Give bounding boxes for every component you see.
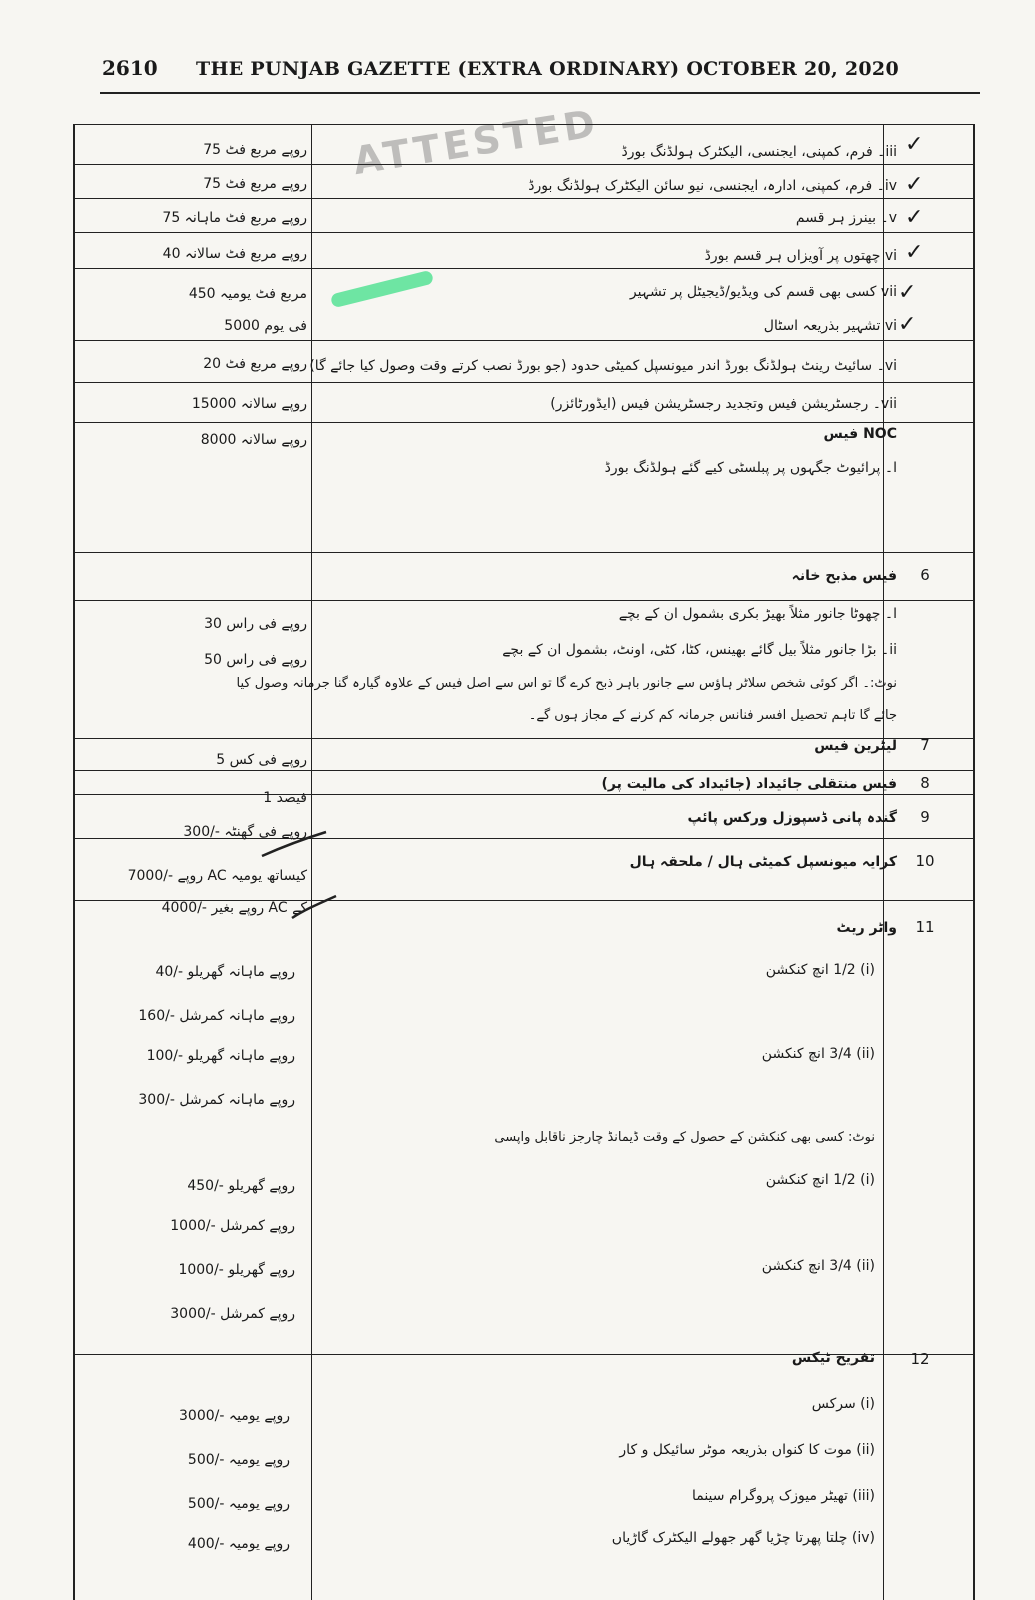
amount-cell: 20 روپے مربع فٹ	[203, 356, 307, 372]
check-mark-icon: ✓	[905, 172, 924, 197]
amount-cell: 300/- روپے فی گھنٹہ	[183, 824, 307, 840]
amount-cell: 40/- روپے ماہانہ گھریلو	[155, 964, 295, 980]
section-heading: تفریح ٹیکس	[791, 1350, 875, 1366]
row-line	[75, 164, 973, 165]
row-line	[75, 552, 973, 553]
amount-cell: 75 روپے مربع فٹ	[203, 142, 307, 158]
amount-cell: 50 روپے فی راس	[204, 652, 307, 668]
section-heading: گندہ پانی ڈسپوزل ورکس پائپ	[687, 810, 897, 826]
description-cell: (iv) چلتا پھرتا چڑیا گھر جھولے الیکٹرک گاڑیاں	[611, 1530, 875, 1546]
section-heading: واٹر ریٹ	[836, 920, 897, 936]
section-heading: فیس منتقلی جائیداد (جائیداد کی مالیت پر)	[601, 776, 897, 792]
row-line	[75, 232, 973, 233]
amount-cell: 30 روپے فی راس	[204, 616, 307, 632]
amount-cell: 1000/- روپے کمرشل	[170, 1218, 295, 1234]
amount-cell: 1 فیصد	[263, 790, 307, 806]
check-mark-icon: ✓	[898, 312, 917, 337]
check-mark-icon: ✓	[905, 205, 924, 230]
amount-cell: 300/- روپے ماہانہ کمرشل	[138, 1092, 295, 1108]
amount-cell: 40 روپے مربع فٹ سالانہ	[162, 246, 307, 262]
description-cell: (i) 1/2 انچ کنکشن	[765, 962, 875, 978]
item-number: 9	[920, 808, 930, 826]
amount-cell: 100/- روپے ماہانہ گھریلو	[146, 1048, 295, 1064]
row-line	[75, 198, 973, 199]
amount-cell: 7000/- روپے AC کیساتھ یومیہ	[127, 868, 307, 884]
amount-cell: 4000/- روپے بغیر AC کے	[161, 900, 307, 916]
amount-cell: 3000/- روپے یومیہ	[179, 1408, 290, 1424]
amount-cell: 1000/- روپے گھریلو	[178, 1262, 295, 1278]
page-header	[100, 52, 980, 94]
amount-cell: 500/- روپے یومیہ	[187, 1452, 290, 1468]
amount-cell: 3000/- روپے کمرشل	[170, 1306, 295, 1322]
description-cell: ii۔ بڑا جانور مثلاً بیل گائے بھینس، کٹا، کٹی، اونٹ، بشمول ان کے بچے	[502, 642, 897, 658]
section-heading: لیٹرین فیس	[814, 738, 897, 754]
check-mark-icon: ✓	[898, 280, 917, 305]
item-number: 7	[920, 736, 930, 754]
description-cell: vii۔ رجسٹریشن فیس وتجدید رجسٹریشن فیس (ایڈورٹائزر)	[550, 396, 897, 412]
section-heading: فیس مذبح خانہ	[791, 568, 897, 584]
description-cell: vi۔ سائیٹ رینٹ ہولڈنگ بورڈ اندر میونسپل کمیٹی حدود (جو بورڈ نصب کرتے وقت وصول کیا جائے گا)	[309, 358, 897, 374]
page-number: 2610	[102, 56, 158, 80]
row-line	[75, 422, 973, 423]
item-number: 6	[920, 566, 930, 584]
description-cell: vi تشہیر بذریعہ اسٹال	[763, 318, 897, 334]
note-text: جائے گا تاہم تحصیل افسر فنانس جرمانہ کم کرنے کے مجاز ہوں گے۔	[528, 708, 897, 723]
row-line	[75, 382, 973, 383]
description-cell: NOC فیس	[823, 426, 897, 442]
amount-cell: 75 روپے مربع فٹ	[203, 176, 307, 192]
amount-cell: 15000 روپے سالانہ	[191, 396, 307, 412]
description-cell: (ii) موت کا کنواں بذریعہ موٹر سائیکل و کار	[619, 1442, 875, 1458]
description-cell: (ii) 3/4 انچ کنکشن	[761, 1258, 875, 1274]
description-cell: ا۔ پرائیوٹ جگہوں پر پبلسٹی کیے گئے ہولڈنگ بورڈ	[604, 460, 897, 476]
note-text: نوٹ:۔ اگر کوئی شخص سلاٹر ہاؤس سے جانور باہر ذبح کرے گا تو اس سے اصل فیس کے علاوہ گیارہ گنا جرمانہ وصول کیا	[236, 676, 897, 691]
description-cell: (i) 1/2 انچ کنکشن	[765, 1172, 875, 1188]
amount-cell: 5000 فی یوم	[224, 318, 307, 334]
row-line	[75, 600, 973, 601]
section-heading: کرایہ میونسپل کمیٹی ہال / ملحقہ ہال	[629, 854, 897, 870]
check-mark-icon: ✓	[905, 132, 924, 157]
amount-cell: 75 روپے مربع فٹ ماہانہ	[162, 210, 307, 226]
description-cell: iv۔ فرم، کمپنی، ادارہ، ایجنسی، نیو سائن الیکٹرک ہولڈنگ بورڈ	[528, 178, 897, 194]
row-line	[75, 340, 973, 341]
row-line	[75, 124, 973, 125]
pen-stroke-mark	[260, 826, 330, 866]
description-cell: (iii) تھیٹر میوزک پروگرام سینما	[691, 1488, 875, 1504]
amount-cell: 450/- روپے گھریلو	[187, 1178, 295, 1194]
row-line	[75, 770, 973, 771]
gazette-title: THE PUNJAB GAZETTE (EXTRA ORDINARY) OCTOBER 20, 2020	[196, 58, 899, 80]
check-mark-icon: ✓	[905, 240, 924, 265]
description-cell: vi چھتوں پر آویزاں ہر قسم بورڈ	[704, 248, 897, 264]
amount-cell: 450 مربع فٹ یومیہ	[188, 286, 307, 302]
amount-cell: 400/- روپے یومیہ	[187, 1536, 290, 1552]
description-cell: vii کسی بھی قسم کی ویڈیو/ڈیجیٹل پر تشہیر	[629, 284, 897, 300]
row-line	[75, 794, 973, 795]
item-number: 12	[910, 1350, 930, 1368]
amount-cell: 160/- روپے ماہانہ کمرشل	[138, 1008, 295, 1024]
pen-stroke-mark	[290, 894, 340, 924]
amount-cell: 5 روپے فی کس	[216, 752, 307, 768]
description-cell: v۔ بینرز ہر قسم	[795, 210, 897, 226]
description-cell: (i) سرکس	[811, 1396, 875, 1412]
row-line	[75, 268, 973, 269]
attested-stamp: ATTESTED	[350, 100, 602, 184]
amount-cell: 500/- روپے یومیہ	[187, 1496, 290, 1512]
description-cell: (ii) 3/4 انچ کنکشن	[761, 1046, 875, 1062]
amount-cell: 8000 روپے سالانہ	[200, 432, 307, 448]
item-number: 11	[915, 918, 935, 936]
item-number: 10	[915, 852, 935, 870]
note-text: نوٹ: کسی بھی کنکشن کے حصول کے وقت ڈیمانڈ چارجز ناقابل واپسی	[494, 1130, 875, 1145]
description-cell: ا۔ چھوٹا جانور مثلاً بھیڑ بکری بشمول ان کے بچے	[618, 606, 897, 622]
description-cell: iii۔ فرم، کمپنی، ایجنسی، الیکٹرک ہولڈنگ بورڈ	[621, 144, 897, 160]
item-number: 8	[920, 774, 930, 792]
